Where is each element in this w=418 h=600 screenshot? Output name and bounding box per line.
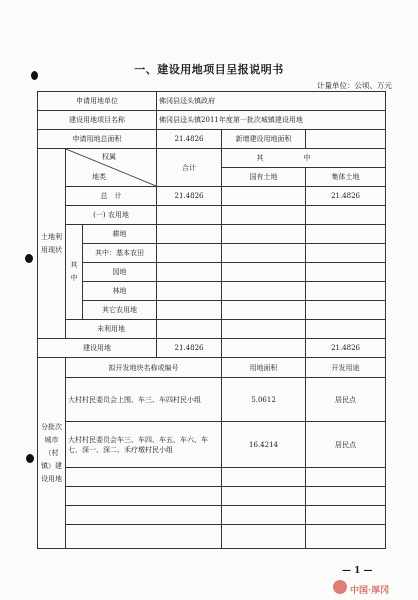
table-row xyxy=(38,111,386,130)
among-side-label: 其中 xyxy=(66,225,83,320)
table-row xyxy=(38,339,386,358)
among-header: 其中 xyxy=(222,149,386,168)
total-area-value: 21.4826 xyxy=(157,130,222,149)
total-row-total: 21.4826 xyxy=(157,187,222,206)
watermark-text: 中国·厚冈 xyxy=(350,586,390,596)
measurement-unit: 计量单位：公顷、万元 xyxy=(317,81,392,90)
plot-purpose: 居民点 xyxy=(306,378,386,422)
plot-name-header: 拟开发地块名称或编号 xyxy=(66,358,222,378)
table-row xyxy=(38,320,386,339)
table-row xyxy=(38,263,386,282)
orchard-row-label: 园地 xyxy=(83,263,157,282)
construction-row-state xyxy=(222,339,306,358)
construction-row-label: 建设用地 xyxy=(38,339,157,358)
table-row xyxy=(38,225,386,244)
farmland-row-label: 其中：基本农田 xyxy=(83,244,157,263)
table-row xyxy=(38,506,386,525)
total-row-label: 总 计 xyxy=(66,187,157,206)
table-row xyxy=(38,244,386,263)
land-type-header: 地类 xyxy=(92,173,106,181)
document-title: 一、建设用地项目呈报说明书 xyxy=(134,63,284,76)
project-name-value: 佛冈县迳头镇2011年度第一批次城镇建设用地 xyxy=(157,111,386,130)
collective-header: 集体土地 xyxy=(306,168,386,187)
forest-row-label: 林地 xyxy=(83,282,157,301)
applicant-label: 申请用地单位 xyxy=(38,92,157,111)
table-row xyxy=(38,525,386,549)
cultivated-row-label: 耕地 xyxy=(83,225,157,244)
punch-hole-mark xyxy=(25,254,33,263)
land-use-status-label: 土地利用现状 xyxy=(38,149,66,339)
unused-row-label: 未利用地 xyxy=(66,320,157,339)
plot-area: 16.4214 xyxy=(222,422,306,468)
table-row xyxy=(38,282,386,301)
table-row xyxy=(38,487,386,506)
new-construction-area-label: 新增建设用地面积 xyxy=(222,130,306,149)
table-row xyxy=(38,378,386,422)
table-row xyxy=(38,187,386,206)
total-row-collective: 21.4826 xyxy=(306,187,386,206)
punch-hole-mark xyxy=(26,454,34,463)
total-area-label: 申请用地总面积 xyxy=(38,130,157,149)
plot-area: 5.0612 xyxy=(222,378,306,422)
construction-row-total: 21.4826 xyxy=(157,339,222,358)
applicant-value: 佛冈县迳头镇政府 xyxy=(157,92,386,111)
new-construction-area-value xyxy=(306,130,386,149)
agricultural-row-label: (一) 农用地 xyxy=(66,206,157,225)
page-number: — 1 — xyxy=(342,566,373,576)
project-name-label: 建设用地项目名称 xyxy=(38,111,157,130)
table-row xyxy=(38,130,386,149)
watermark-logo-icon xyxy=(333,580,347,594)
total-row-state xyxy=(222,187,306,206)
plot-name: 大村村民委员会上围、车三、车四村民小组 xyxy=(66,378,222,422)
table-row xyxy=(38,206,386,225)
table-row xyxy=(38,422,386,468)
ownership-header: 权属 xyxy=(102,153,117,161)
table-row xyxy=(38,92,386,111)
plot-area-header: 用地面积 xyxy=(222,358,306,378)
plot-name: 大村村民委员会车三、车四、车五、车六、车七、深一、深二、禾疗墩村民小组 xyxy=(66,422,222,468)
table-row xyxy=(38,301,386,320)
table-row xyxy=(38,468,386,487)
table-row xyxy=(38,358,386,378)
construction-row-collective: 21.4826 xyxy=(306,339,386,358)
state-owned-header: 国有土地 xyxy=(222,168,306,187)
plot-purpose: 居民点 xyxy=(306,422,386,468)
plot-purpose-header: 开发用途 xyxy=(306,358,386,378)
batch-land-side-label: 分批次城市（村镇）建设用地 xyxy=(38,358,66,549)
table-row xyxy=(38,149,386,168)
diagonal-header-cell xyxy=(66,149,157,187)
total-header: 合计 xyxy=(157,149,222,187)
land-use-table xyxy=(37,91,386,549)
other-agri-row-label: 其它农用地 xyxy=(83,301,157,320)
